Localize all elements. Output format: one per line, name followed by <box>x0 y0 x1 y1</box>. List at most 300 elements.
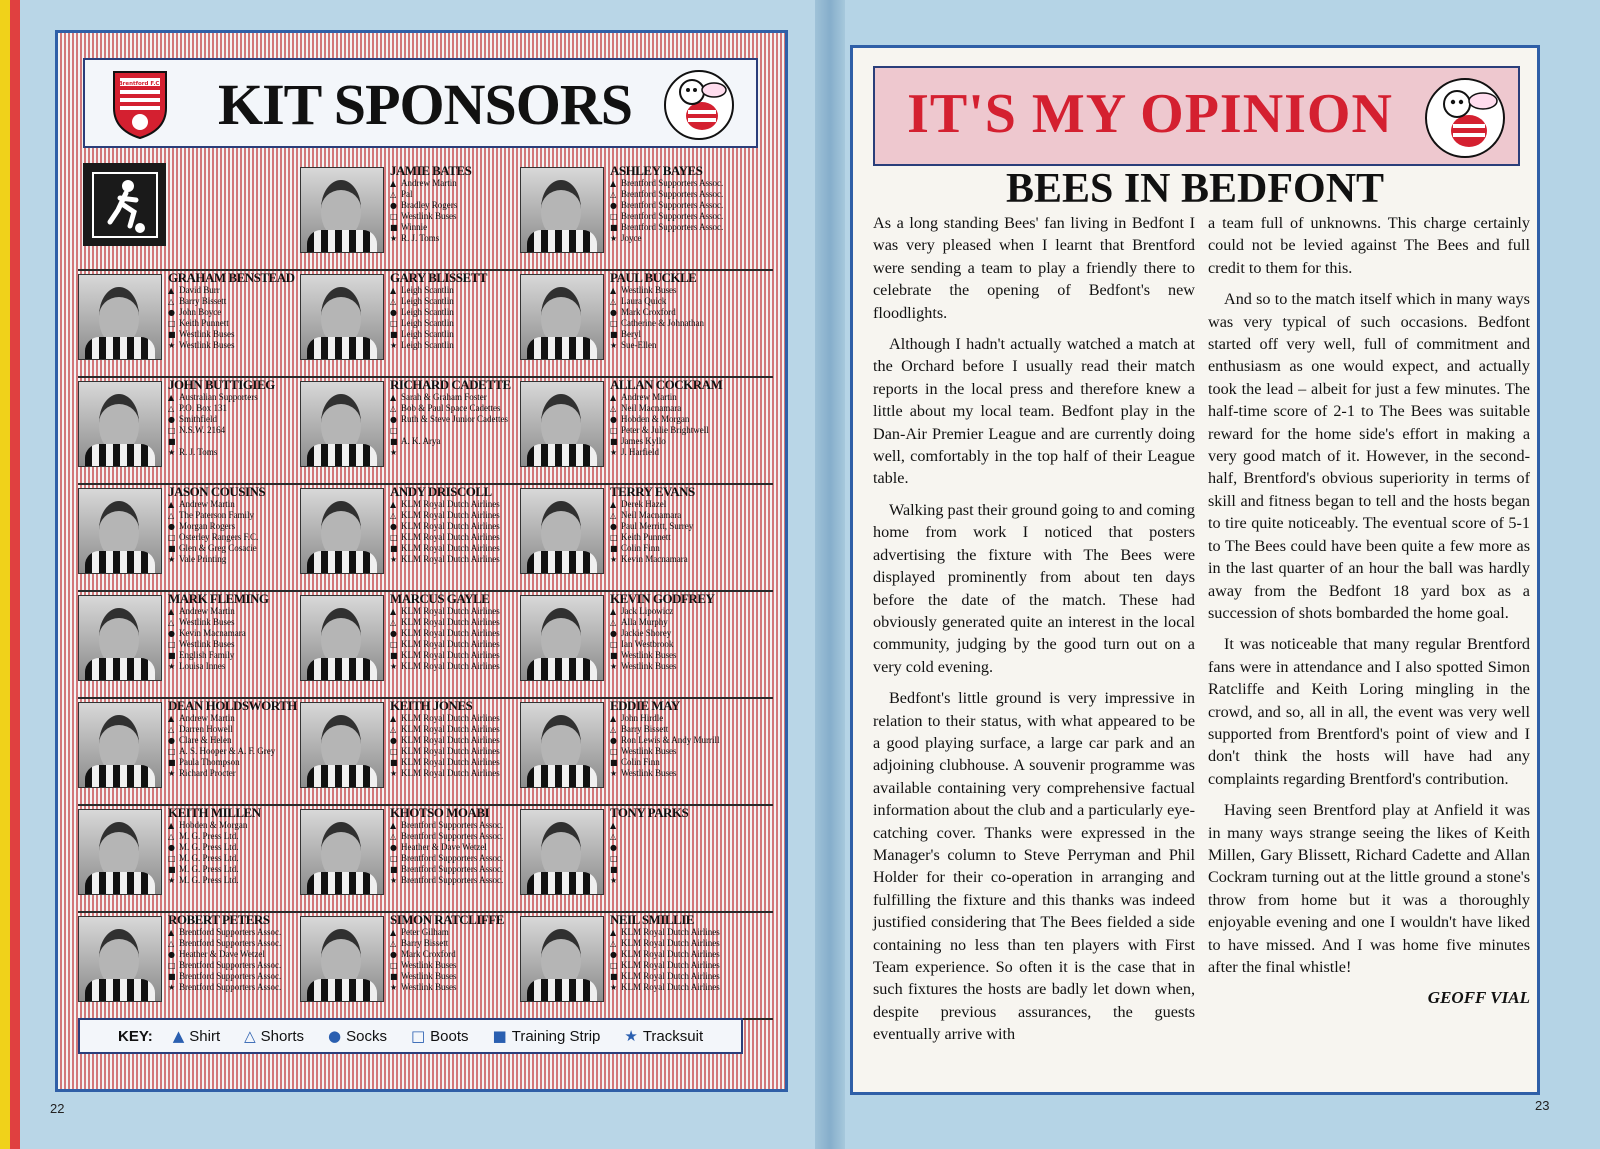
sponsor-line <box>390 938 522 949</box>
sponsor-name: Peter & Julie Brightwell <box>621 425 709 435</box>
key-item-label: Training Strip <box>511 1028 601 1045</box>
kit-item-symbol-icon: □ <box>390 319 398 328</box>
sponsor-line <box>168 938 300 949</box>
sponsor-line <box>610 340 742 351</box>
spine-gutter <box>815 0 845 1149</box>
sponsor-line <box>390 307 522 318</box>
sponsor-line <box>168 628 300 639</box>
sponsor-name: Jack Lipowicz <box>621 606 674 616</box>
player-details <box>168 591 300 672</box>
kit-item-symbol-icon: □ <box>610 426 618 435</box>
player-photo <box>300 274 384 360</box>
player-photo <box>520 274 604 360</box>
sponsor-name: KLM Royal Dutch Airlines <box>401 735 500 745</box>
sponsor-name: Barry Bissett <box>179 296 227 306</box>
sponsor-line <box>610 864 742 875</box>
sponsor-line <box>610 949 742 960</box>
sponsor-name: Brentford Supporters Assoc. <box>179 927 282 937</box>
sponsor-name: Brentford Supporters Assoc. <box>621 189 724 199</box>
sponsor-line <box>610 447 742 458</box>
sponsor-name: KLM Royal Dutch Airlines <box>401 554 500 564</box>
sponsor-line <box>610 724 742 735</box>
player-name: RICHARD CADETTE <box>390 377 511 392</box>
player-entry <box>520 163 742 267</box>
kit-item-symbol-icon: ■ <box>390 758 398 767</box>
sponsor-name: Catherine & Johnathan <box>621 318 704 328</box>
sponsor-name: KLM Royal Dutch Airlines <box>621 927 720 937</box>
kit-item-symbol-icon: ■ <box>610 330 618 339</box>
kit-item-symbol-icon: ● <box>610 629 617 638</box>
kit-item-symbol-icon: □ <box>168 426 176 435</box>
sponsor-line <box>610 211 742 222</box>
sponsor-line <box>610 617 742 628</box>
player-name: DEAN HOLDSWORTH <box>168 698 297 713</box>
kit-item-symbol-icon: △ <box>390 939 397 948</box>
sponsor-line <box>390 521 522 532</box>
player-details <box>390 591 522 672</box>
sponsor-line <box>390 403 522 414</box>
player-name: KHOTSO MOABI <box>390 805 490 820</box>
sponsor-name: The Paterson Family <box>179 510 254 520</box>
sponsor-line <box>168 532 300 543</box>
key-item-training-strip <box>493 1027 601 1045</box>
sponsor-line <box>390 532 522 543</box>
sponsor-name: Westlink Buses <box>401 971 457 981</box>
kit-item-symbol-icon: ★ <box>168 555 176 564</box>
sponsor-name: Sarah & Graham Foster <box>401 392 487 402</box>
kit-item-symbol-icon: ★ <box>390 448 398 457</box>
sponsor-line <box>168 436 300 447</box>
kit-item-symbol-icon: △ <box>168 939 175 948</box>
sponsor-line <box>390 189 522 200</box>
kit-item-symbol-icon: ● <box>390 522 397 531</box>
sponsor-line <box>610 713 742 724</box>
sponsor-name: P.O. Box 131 <box>179 403 228 413</box>
player-entry <box>520 805 742 909</box>
article-paragraph: As a long standing Bees' fan living in Bedfont I was very pleased when I learnt that Brentford were sending a team to play a friendly there to celebrate the opening of Bedfont's new floodlights. <box>873 214 1195 322</box>
kit-item-symbol-icon: ● <box>610 843 617 852</box>
kit-item-symbol-icon: ★ <box>390 769 398 778</box>
sponsor-line <box>610 425 742 436</box>
kit-item-symbol-icon: ★ <box>168 876 176 885</box>
kit-item-symbol-icon: ★ <box>610 555 618 564</box>
kit-item-symbol-icon: ▲ <box>168 500 175 509</box>
sponsor-line <box>168 510 300 521</box>
player-entry <box>520 591 742 695</box>
player-entry <box>78 591 300 695</box>
player-details <box>390 912 522 993</box>
sponsor-line <box>390 285 522 296</box>
kit-item-symbol-icon: ▲ <box>610 179 617 188</box>
kit-item-symbol-icon: ★ <box>390 876 398 885</box>
player-entry <box>300 591 522 695</box>
sponsor-name: Heather & Dave Wetzel <box>401 842 487 852</box>
sponsor-line <box>168 864 300 875</box>
player-name: ROBERT PETERS <box>168 912 270 927</box>
sponsor-name: Westlink Buses <box>401 960 457 970</box>
player-name: EDDIE MAY <box>610 698 680 713</box>
kit-item-symbol-icon: △ <box>610 511 617 520</box>
sponsor-line <box>390 724 522 735</box>
sponsor-name: KLM Royal Dutch Airlines <box>401 661 500 671</box>
sponsor-name: Mark Croxford <box>621 307 676 317</box>
sponsor-name: KLM Royal Dutch Airlines <box>621 982 720 992</box>
player-details <box>390 805 522 886</box>
page-edge-red <box>10 0 20 1149</box>
sponsor-name: Ian Westbrook <box>621 639 674 649</box>
sponsor-name: Laura Quick <box>621 296 667 306</box>
sponsor-line <box>168 820 300 831</box>
player-entry <box>520 698 742 802</box>
sponsor-name: M. G. Press Ltd. <box>179 831 239 841</box>
kit-item-symbol-icon: ★ <box>610 341 618 350</box>
sponsor-name: KLM Royal Dutch Airlines <box>401 650 500 660</box>
sponsor-line <box>168 746 300 757</box>
sponsor-name: Westlink Buses <box>179 617 235 627</box>
kit-item-symbol-icon: ▲ <box>610 607 617 616</box>
kit-item-symbol-icon: □ <box>390 640 398 649</box>
sponsor-name: Westlink Buses <box>621 661 677 671</box>
sponsor-line <box>168 296 300 307</box>
kit-item-symbol-icon: ▲ <box>390 607 397 616</box>
sponsor-name: M. G. Press Ltd. <box>179 842 239 852</box>
sponsor-name: Joyce <box>621 233 642 243</box>
player-photo <box>300 916 384 1002</box>
sponsor-name: David Burr <box>179 285 220 295</box>
sponsor-name: KLM Royal Dutch Airlines <box>401 543 500 553</box>
sponsor-line <box>390 233 522 244</box>
kit-item-symbol-icon: ★ <box>168 448 176 457</box>
sponsor-line <box>390 499 522 510</box>
sponsor-name: Bob & Paul Space Cadettes <box>401 403 501 413</box>
sponsor-line <box>168 639 300 650</box>
kit-item-symbol-icon: △ <box>390 190 397 199</box>
player-row <box>78 591 773 699</box>
kit-item-symbol-icon: △ <box>168 725 175 734</box>
sponsor-name: Brentford Supporters Assoc. <box>401 831 504 841</box>
kit-item-symbol-icon: △ <box>610 190 617 199</box>
sponsor-name: KLM Royal Dutch Airlines <box>401 746 500 756</box>
sponsor-name: KLM Royal Dutch Airlines <box>401 521 500 531</box>
kit-item-symbol-icon: □ <box>168 747 176 756</box>
sponsor-name: Colin Finn <box>621 543 660 553</box>
sponsor-line <box>390 329 522 340</box>
sponsor-line <box>168 499 300 510</box>
opinion-title: IT'S MY OPINION <box>907 83 1393 145</box>
player-row <box>78 484 773 592</box>
sponsor-line <box>168 853 300 864</box>
sponsor-line <box>610 307 742 318</box>
sponsor-line <box>390 211 522 222</box>
sponsor-name: Brentford Supporters Assoc. <box>401 864 504 874</box>
kit-item-symbol-icon: ■ <box>168 972 176 981</box>
sponsor-name: KLM Royal Dutch Airlines <box>401 628 500 638</box>
kit-item-symbol-icon: ● <box>168 522 175 531</box>
player-name: GARY BLISSETT <box>390 270 487 285</box>
kit-item-symbol-icon: △ <box>390 725 397 734</box>
player-photo <box>300 595 384 681</box>
kit-item-symbol-icon: △ <box>168 832 175 841</box>
sponsor-name: Hobden & Morgan <box>179 820 248 830</box>
player-name: TERRY EVANS <box>610 484 695 499</box>
kit-item-symbol-icon: △ <box>610 404 617 413</box>
sponsor-name: Brentford Supporters Assoc. <box>621 178 724 188</box>
sponsor-name: A. K. Arya <box>401 436 441 446</box>
sponsor-name: Leigh Scantlin <box>401 296 454 306</box>
kit-item-symbol-icon: ▲ <box>610 821 617 830</box>
sponsor-line <box>390 735 522 746</box>
kit-item-symbol-icon: ★ <box>390 341 398 350</box>
sponsor-line <box>610 661 742 672</box>
sponsor-name: KLM Royal Dutch Airlines <box>401 639 500 649</box>
sponsor-line <box>168 661 300 672</box>
kit-item-symbol-icon: ● <box>610 308 617 317</box>
kit-item-symbol-icon: ■ <box>390 544 398 553</box>
kit-item-symbol-icon: ■ <box>168 544 176 553</box>
sponsor-line <box>610 639 742 650</box>
sponsor-name: Barry Bissett <box>621 724 669 734</box>
kit-item-symbol-icon: ● <box>390 629 397 638</box>
player-name: ALLAN COCKRAM <box>610 377 723 392</box>
player-photo <box>520 488 604 574</box>
sponsor-name: Sue-Ellen <box>621 340 657 350</box>
sponsor-name: Australian Supporters <box>179 392 258 402</box>
kit-item-symbol-icon: ■ <box>168 330 176 339</box>
sponsor-name: M. G. Press Ltd. <box>179 875 239 885</box>
kit-key-legend <box>78 1018 743 1054</box>
sponsor-name: KLM Royal Dutch Airlines <box>621 938 720 948</box>
player-name: PAUL BUCKLE <box>610 270 697 285</box>
sponsor-name: Leigh Scantlin <box>401 307 454 317</box>
player-photo <box>300 488 384 574</box>
sponsor-name: Clare & Helen <box>179 735 232 745</box>
sponsor-line <box>610 757 742 768</box>
opinion-subtitle: BEES IN BEDFONT <box>1005 166 1385 212</box>
player-name: NEIL SMILLIE <box>610 912 694 927</box>
player-details <box>610 484 742 565</box>
player-name: MARCUS GAYLE <box>390 591 490 606</box>
sponsor-line <box>390 875 522 886</box>
kit-item-symbol-icon: ★ <box>610 983 618 992</box>
sponsor-name: KLM Royal Dutch Airlines <box>401 606 500 616</box>
player-details <box>390 484 522 565</box>
player-entry <box>300 270 522 374</box>
kit-item-symbol-icon: ★ <box>610 769 618 778</box>
kit-item-symbol-icon: ● <box>390 950 397 959</box>
sponsor-line <box>610 499 742 510</box>
kit-item-symbol-icon: ★ <box>390 983 398 992</box>
sponsor-name: Colin Finn <box>621 757 660 767</box>
sponsor-name: KLM Royal Dutch Airlines <box>621 971 720 981</box>
sponsor-line <box>168 554 300 565</box>
article-column-1 <box>873 212 1195 1055</box>
sponsor-line <box>168 617 300 628</box>
article-paragraph: It was noticeable that many regular Brentford fans were in attendance and I also spotted Simon Ratcliffe and Keith Loring mingling in the crowd, and so, all in all, the event was very well supported from Brentford's point of view and I don't think the hosts will have had any complaints regarding Brentford's contribution. <box>1208 635 1530 788</box>
kit-item-symbol-icon: △ <box>168 618 175 627</box>
player-row <box>78 377 773 485</box>
sponsor-line <box>390 318 522 329</box>
kit-item-symbol-icon: ▲ <box>168 928 175 937</box>
player-details <box>610 805 742 886</box>
key-item-shorts <box>244 1027 304 1045</box>
kit-item-symbol-icon: ● <box>168 736 175 745</box>
sponsor-line <box>390 971 522 982</box>
kit-item-symbol-icon: ■ <box>390 865 398 874</box>
sponsor-name: Osterley Rangers F.C. <box>179 532 259 542</box>
sponsor-line <box>610 768 742 779</box>
kit-item-symbol-icon: □ <box>168 854 176 863</box>
kit-item-symbol-icon: ● <box>168 950 175 959</box>
kit-item-symbol-icon: ■ <box>610 865 618 874</box>
player-details <box>610 270 742 351</box>
player-photo <box>520 595 604 681</box>
player-details <box>610 163 742 244</box>
kit-item-symbol-icon: □ <box>610 319 618 328</box>
sponsor-line <box>610 938 742 949</box>
sponsor-name: KLM Royal Dutch Airlines <box>401 510 500 520</box>
sponsor-line <box>168 414 300 425</box>
sponsor-name: Westlink Buses <box>179 639 235 649</box>
kit-item-symbol-icon: □ <box>610 961 618 970</box>
sponsor-line <box>610 189 742 200</box>
player-photo <box>78 595 162 681</box>
sponsor-name: Winnie <box>401 222 428 232</box>
sponsor-name: English Family <box>179 650 235 660</box>
key-item-label: Boots <box>430 1028 469 1045</box>
player-entry <box>520 484 742 588</box>
sponsor-line <box>390 661 522 672</box>
player-name: ASHLEY BAYES <box>610 163 703 178</box>
player-row <box>78 805 773 913</box>
sponsor-line <box>168 307 300 318</box>
sponsor-name: Keith Punnett <box>179 318 229 328</box>
player-entry <box>78 484 300 588</box>
sponsor-name: Paul Merritt, Surrey <box>621 521 694 531</box>
sponsor-line <box>168 768 300 779</box>
sponsor-line <box>610 543 742 554</box>
opinion-panel <box>850 45 1540 1095</box>
kit-item-symbol-icon: ★ <box>390 662 398 671</box>
sponsor-name: Westlink Buses <box>179 329 235 339</box>
sponsor-line <box>390 650 522 661</box>
sponsor-line <box>390 713 522 724</box>
sponsor-line <box>610 521 742 532</box>
kit-item-symbol-icon: ▲ <box>610 928 617 937</box>
kit-item-symbol-icon: ■ <box>168 437 176 446</box>
kit-item-symbol-icon: ■ <box>610 437 618 446</box>
kit-item-symbol-icon: ★ <box>168 983 176 992</box>
tracksuit-symbol-icon: ★ <box>624 1027 638 1045</box>
kit-item-symbol-icon: ▲ <box>390 928 397 937</box>
kit-item-symbol-icon: ● <box>168 415 175 424</box>
sponsor-line <box>168 318 300 329</box>
sponsor-line <box>168 650 300 661</box>
sponsor-line <box>390 510 522 521</box>
sponsor-line <box>390 927 522 938</box>
kit-item-symbol-icon: ▲ <box>610 714 617 723</box>
sponsor-line <box>610 650 742 661</box>
sponsor-line <box>610 178 742 189</box>
sponsor-line <box>168 329 300 340</box>
player-details <box>390 270 522 351</box>
player-photo <box>78 488 162 574</box>
player-entry <box>520 270 742 374</box>
sponsor-line <box>390 820 522 831</box>
player-name: TONY PARKS <box>610 805 689 820</box>
sponsor-name: Andrew Martin <box>179 713 235 723</box>
kit-item-symbol-icon: ★ <box>390 234 398 243</box>
player-name: KEVIN GODFREY <box>610 591 715 606</box>
player-entry <box>78 377 300 481</box>
kit-item-symbol-icon: △ <box>610 939 617 948</box>
kit-item-symbol-icon: ■ <box>168 865 176 874</box>
kit-item-symbol-icon: ▲ <box>168 607 175 616</box>
kit-item-symbol-icon: ● <box>390 415 397 424</box>
sponsor-line <box>610 820 742 831</box>
sponsor-name: KLM Royal Dutch Airlines <box>401 757 500 767</box>
player-photo <box>78 381 162 467</box>
sponsor-name: Brentford Supporters Assoc. <box>179 960 282 970</box>
sponsor-name: Beryl <box>621 329 641 339</box>
sponsor-name: Darren Howell <box>179 724 233 734</box>
player-photo <box>520 916 604 1002</box>
sponsor-name: Andrew Martin <box>401 178 457 188</box>
sponsor-name: Westlink Buses <box>621 650 677 660</box>
sponsor-name: Andrew Martin <box>179 606 235 616</box>
sponsor-line <box>390 831 522 842</box>
sponsor-name: Morgan Rogers <box>179 521 236 531</box>
sponsor-line <box>610 329 742 340</box>
player-details <box>168 270 300 351</box>
sponsor-name: Leigh Scantlin <box>401 340 454 350</box>
sponsor-line <box>168 842 300 853</box>
kit-item-symbol-icon: ● <box>610 415 617 424</box>
kit-item-symbol-icon: ■ <box>168 651 176 660</box>
sponsor-line <box>390 842 522 853</box>
kit-item-symbol-icon: ■ <box>610 972 618 981</box>
kit-item-symbol-icon: ▲ <box>168 286 175 295</box>
key-item-label: Shirt <box>189 1028 221 1045</box>
kit-item-symbol-icon: ▲ <box>390 179 397 188</box>
kit-item-symbol-icon: △ <box>390 618 397 627</box>
player-row <box>78 912 773 1020</box>
player-photo <box>520 809 604 895</box>
kit-item-symbol-icon: ★ <box>610 448 618 457</box>
sponsor-line <box>390 222 522 233</box>
left-page-number: 22 <box>50 1101 65 1116</box>
shorts-symbol-icon: △ <box>244 1027 256 1045</box>
player-row <box>78 270 773 378</box>
sponsor-line <box>390 628 522 639</box>
sponsor-name: Mark Croxford <box>401 949 456 959</box>
sponsor-line <box>610 414 742 425</box>
sponsor-line <box>610 971 742 982</box>
article-column-2 <box>1208 212 1530 1010</box>
sponsor-line <box>168 543 300 554</box>
player-entry <box>78 270 300 374</box>
sponsor-name: Brentford Supporters Assoc. <box>179 982 282 992</box>
player-name: JAMIE BATES <box>390 163 472 178</box>
article-paragraph: Bedfont's little ground is very impressive in relation to their status, with what appeared to be a good playing surface, a large car park and an adjoining clubhouse. A souvenir programme was available containing very comprehensive factual information about the club and a particularly eye-catching cover. Thanks were expressed in the Manager's column to Steve Perryman and Phil Holder for their co-operation in arranging and fulfilling the fixture and this thanks was indeed justified considering that The Bees fielded a side containing no less than ten players with First Team experience. So often it is the case that in such fixtures the hosts are badly let down when, despite previous assurances, the guests eventually arrive with <box>873 689 1195 1044</box>
sponsor-line <box>168 724 300 735</box>
article-paragraph: Having seen Brentford play at Anfield it was in many ways strange seeing the likes of Keith Millen, Gary Blissett, Richard Cadette and Allan Cockram turning out at the little ground a stone's throw from home but it was a thoroughly enjoyable evening and one I wouldn't have liked to have missed. And I was home five minutes after the final whistle! <box>1208 801 1530 976</box>
player-details <box>610 698 742 779</box>
player-details <box>168 912 300 993</box>
sponsor-line <box>610 960 742 971</box>
sponsor-name: Brentford Supporters Assoc. <box>401 875 504 885</box>
sponsor-name: KLM Royal Dutch Airlines <box>401 768 500 778</box>
player-name: MARK FLEMING <box>168 591 269 606</box>
